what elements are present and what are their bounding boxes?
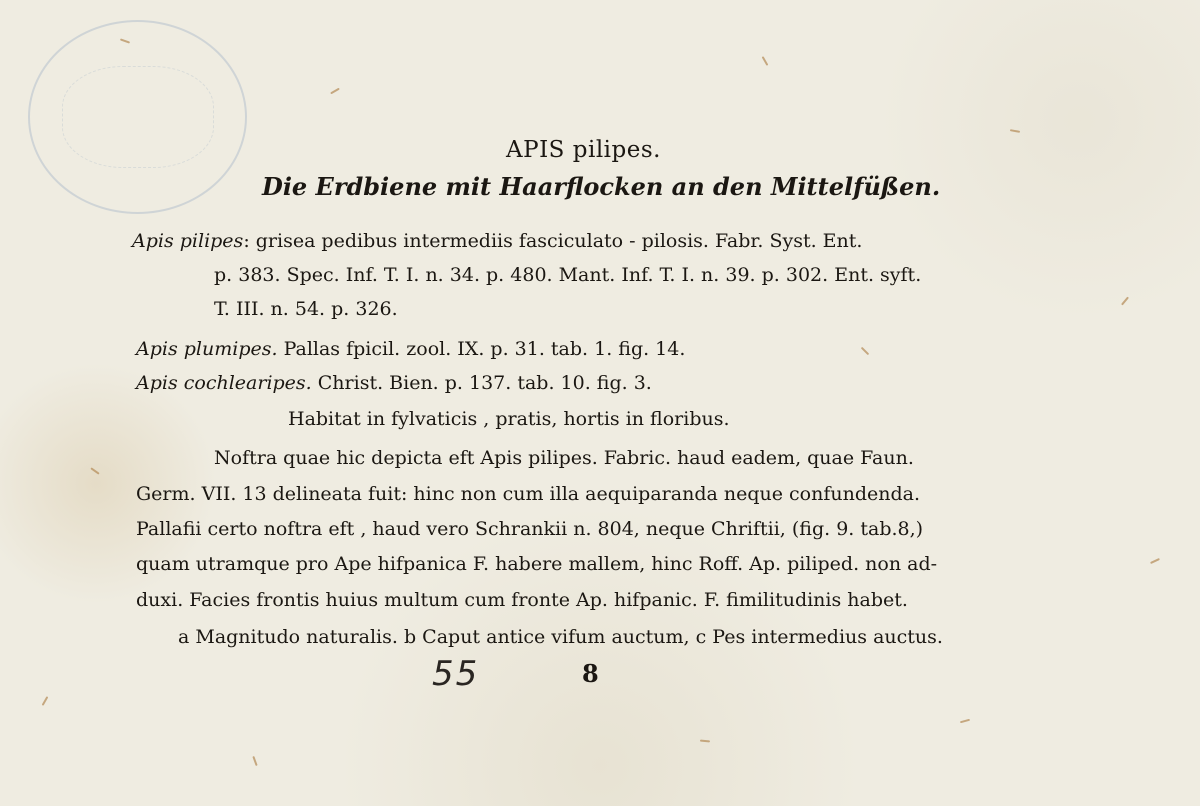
paper-fleck [42,696,49,706]
habitat-line: Habitat in fylvaticis , pratis, hortis in floribus. [288,408,730,430]
figure-legend: a Magnitudo naturalis. b Caput antice vifum auctum, c Pes intermedius auctus. [178,626,943,648]
synonym-name: Apis pilipes [132,230,244,252]
paper-fleck [1121,297,1129,306]
handwritten-number: 55 [432,654,480,694]
synonym-line [136,337,685,361]
synonym-citation: Christ. Bien. p. 137. tab. 10. fig. 3. [311,372,652,394]
synonym-name: Apis cochlearipes. [136,372,312,394]
synonym-line [132,229,862,253]
synonym-citation: Pallas fpicil. zool. IX. p. 31. tab. 1. fig. 14. [277,338,686,360]
paper-fleck [861,347,869,355]
paper-fleck [1150,558,1160,564]
body-line: Noftra quae hic depicta eft Apis pilipes. Fabric. haud eadem, quae Faun. [214,447,914,469]
synonym-line [214,297,398,321]
synonym-line [214,263,921,287]
page-subtitle: Die Erdbiene mit Haarflocken an den Mittelfüßen. [262,172,941,201]
page-number: 8 [582,659,599,688]
body-line: duxi. Facies frontis huius multum cum fronte Ap. hifpanic. F. fimilitudinis habet. [136,589,908,611]
synonym-citation: T. III. n. 54. p. 326. [214,298,398,320]
paper-fleck [1010,129,1020,133]
body-line: Pallafii certo noftra eft , haud vero Schrankii n. 804, neque Chriftii, (fig. 9. tab.8,) [136,518,924,540]
page-title: APIS pilipes. [506,137,661,163]
paper-fleck [330,88,340,95]
paper-fleck [960,719,970,724]
paper-fleck [762,56,769,66]
library-stamp [28,20,247,214]
synonym-line [136,371,652,395]
library-stamp-inner [62,66,214,168]
paper-fleck [700,740,710,743]
body-line: quam utramque pro Ape hifpanica F. habere mallem, hinc Roff. Ap. piliped. non ad- [136,553,938,575]
paper-fleck [252,756,257,766]
synonym-citation: : grisea pedibus intermediis fasciculato - pilosis. Fabr. Syst. Ent. [243,230,863,252]
paper-fleck [90,467,99,474]
body-line: Germ. VII. 13 delineata fuit: hinc non cum illa aequiparanda neque confundenda. [136,483,921,505]
synonym-citation: p. 383. Spec. Inf. T. I. n. 34. p. 480. Mant. Inf. T. I. n. 39. p. 302. Ent. syft. [214,264,922,286]
synonym-name: Apis plumipes. [136,338,278,360]
